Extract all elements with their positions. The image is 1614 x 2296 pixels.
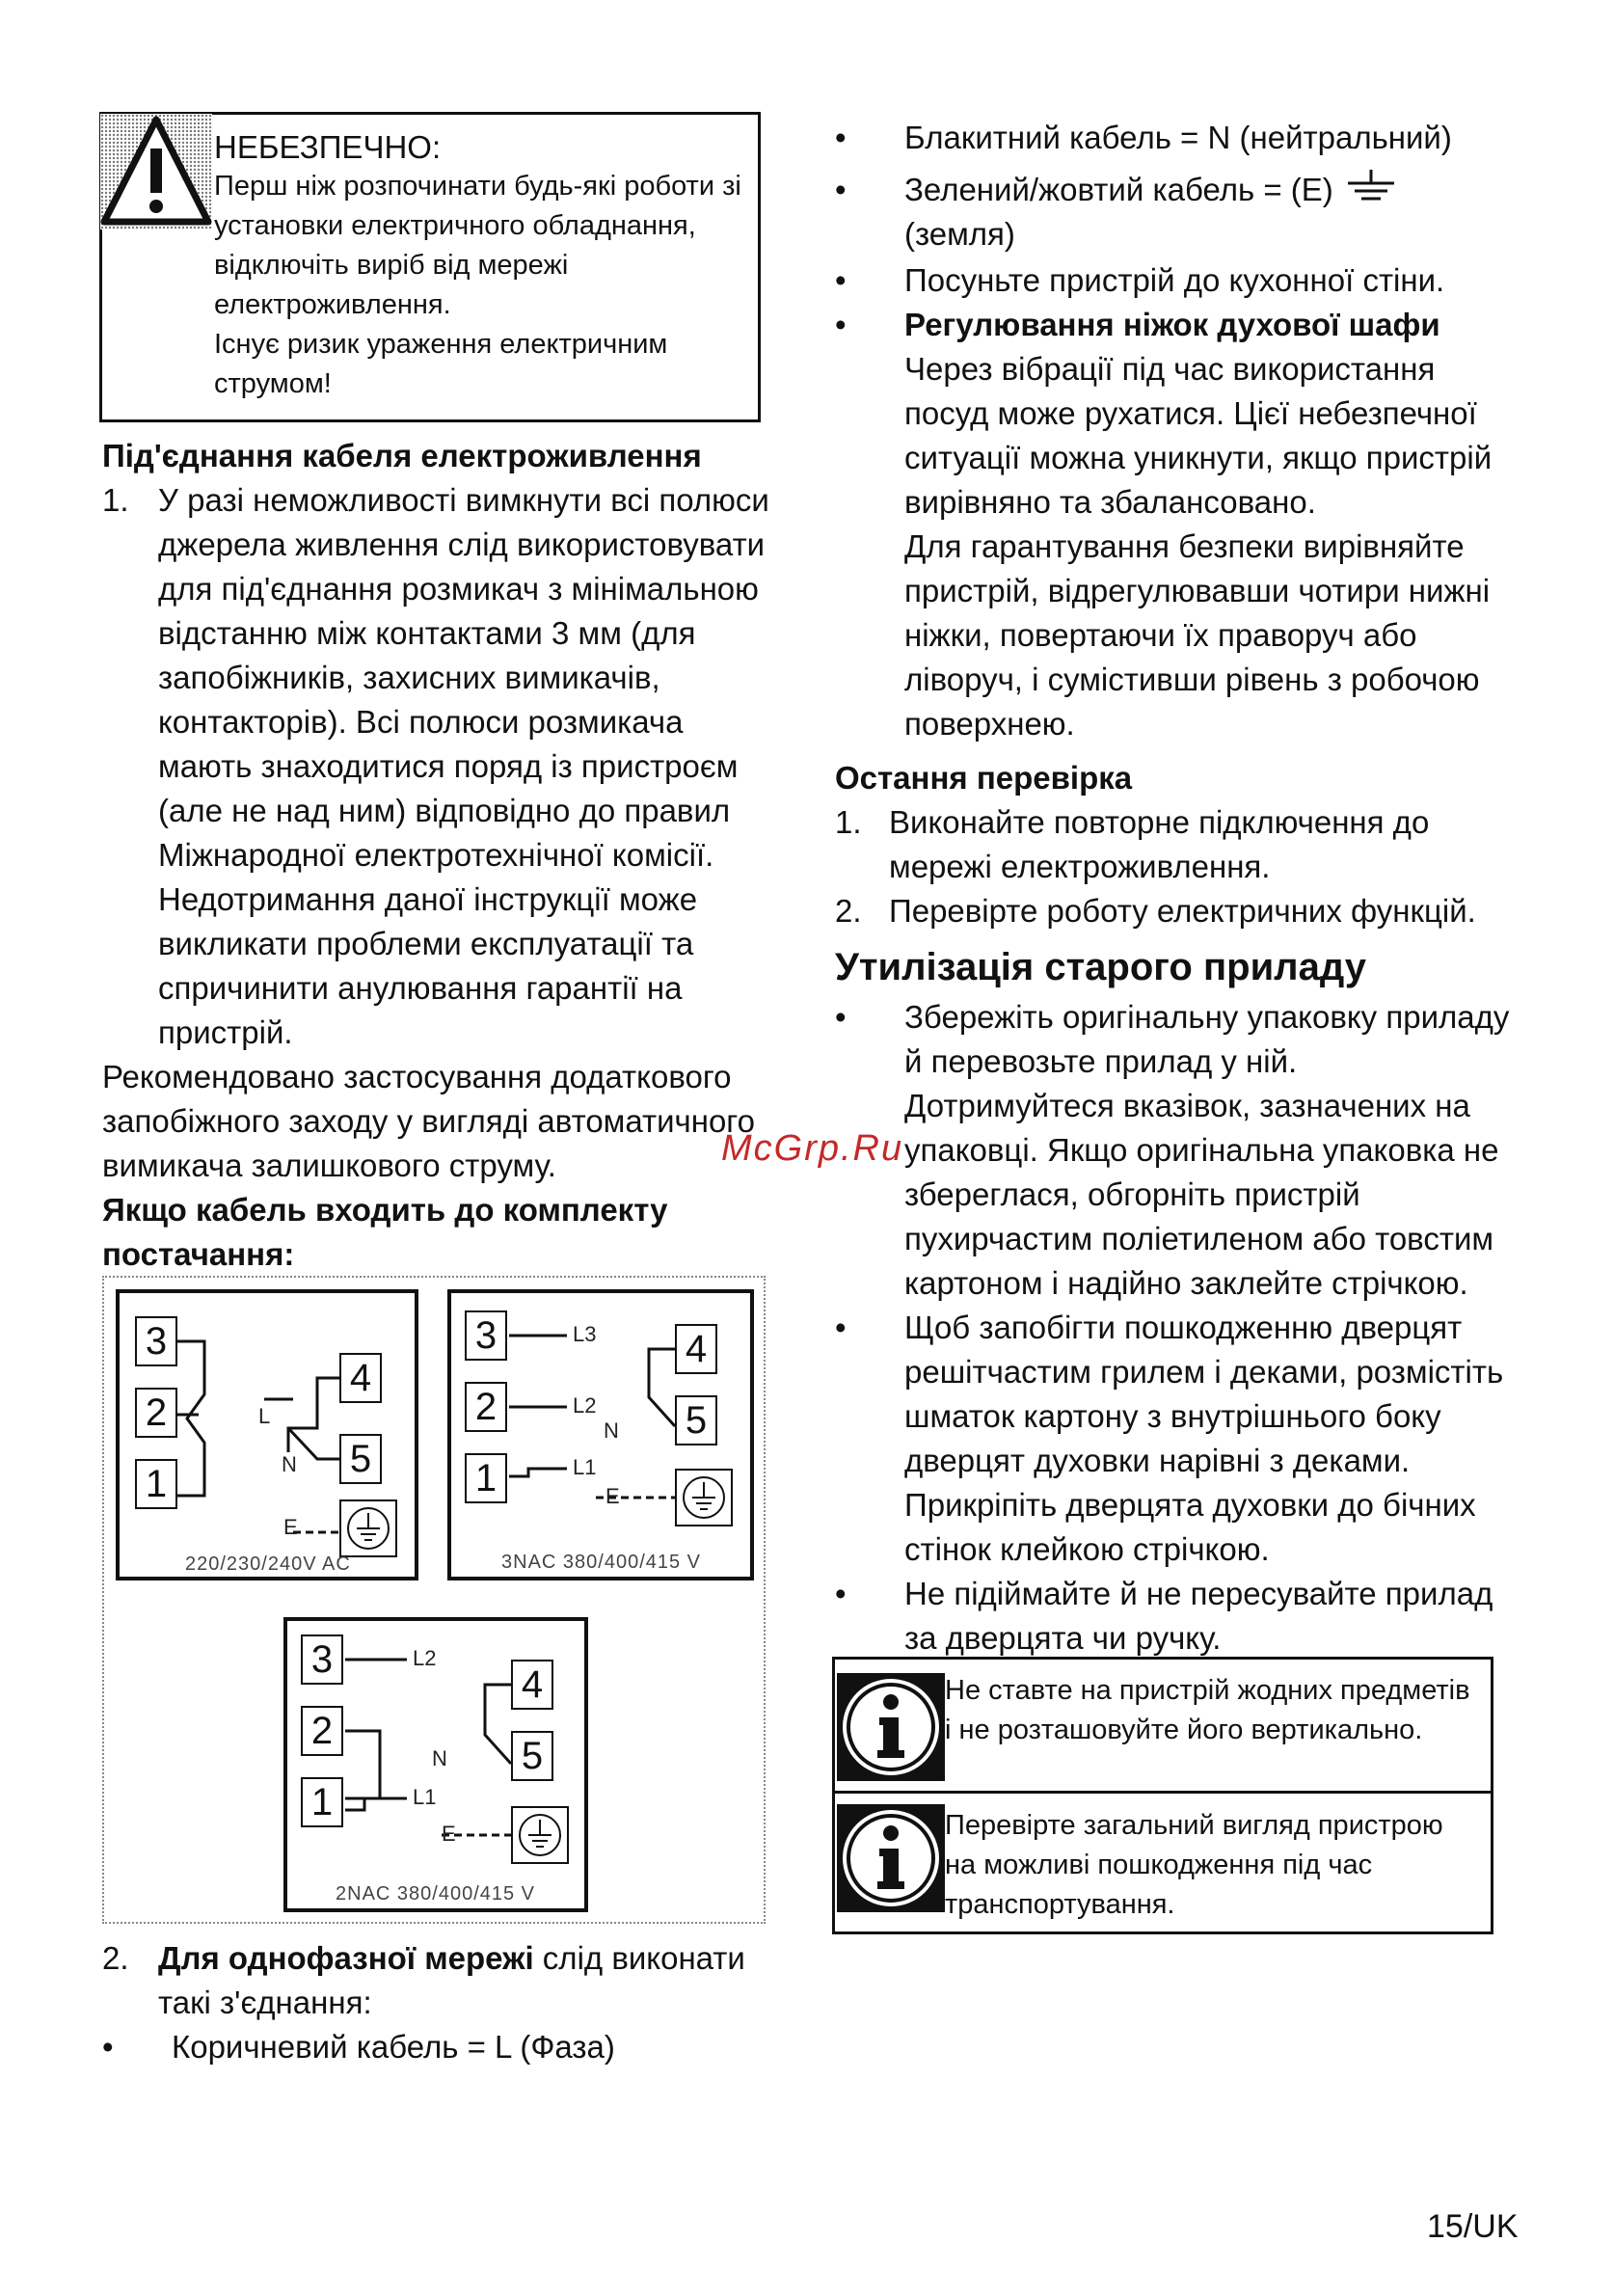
green-line2: (земля) xyxy=(904,216,1015,252)
bullet-text: Зелений/жовтий кабель = (E) xyxy=(904,172,1333,207)
feet-line: ніжки, повертаючи їх праворуч або xyxy=(904,617,1417,653)
item1-line: Міжнародної електротехнічної комісії. xyxy=(158,837,714,873)
item1-line: спричинити анулювання гарантії на xyxy=(158,970,683,1006)
warning-title: НЕБЕЗПЕЧНО: xyxy=(214,129,442,165)
info-note-1 xyxy=(945,1671,1470,1750)
item1-line: викликати проблеми експлуатації та xyxy=(158,926,694,961)
diagram-caption: 220/230/240V AC xyxy=(185,1553,351,1575)
warning-line: Існує ризик ураження електричним xyxy=(214,329,668,360)
check2-text: Перевірте роботу електричних функцій. xyxy=(889,893,1476,929)
note2-line: Перевірте загальний вигляд пристрою xyxy=(945,1810,1443,1841)
earth-terminal-icon xyxy=(511,1806,569,1864)
wiring-diagram-two-phase xyxy=(283,1617,588,1912)
wiring-diagram-three-phase xyxy=(447,1289,754,1580)
item2-line1 xyxy=(158,1936,794,1981)
check1-line: мережі електроживлення. xyxy=(889,849,1271,884)
heading-power-cable: Під'єднання кабеля електроживлення xyxy=(102,438,702,473)
bullet: • xyxy=(835,1310,847,1345)
warning-line: установки електричного обладнання, xyxy=(214,210,696,241)
item-number: 2. xyxy=(835,893,862,929)
item1-line: пристрій. xyxy=(158,1014,293,1050)
terminal-4: 4 xyxy=(675,1324,717,1374)
numbered-item-2 xyxy=(102,1936,777,2025)
label-E: E xyxy=(283,1515,298,1539)
disp2-line: шматок картону з внутрішнього боку xyxy=(904,1398,1441,1434)
feet-line: ліворуч, і сумістивши рівень з робочою xyxy=(904,662,1480,697)
disp1-line: Збережіть оригінальну упаковку приладу xyxy=(904,999,1510,1035)
label-L1: L1 xyxy=(573,1455,597,1479)
watermark: McGrp.Ru xyxy=(721,1128,904,1169)
heading-disposal: Утилізація старого приладу xyxy=(835,946,1366,988)
terminal-2: 2 xyxy=(135,1388,177,1438)
info-divider xyxy=(835,1791,1491,1794)
item1-line: мають знаходитися поряд із пристроєм xyxy=(158,748,739,784)
disp1-line: картоном і надійно заклейте стрічкою. xyxy=(904,1265,1468,1301)
label-L: L xyxy=(258,1404,271,1428)
terminal-4: 4 xyxy=(511,1660,553,1710)
danger-warning-text xyxy=(214,127,764,404)
label-L2: L2 xyxy=(413,1646,437,1670)
feet-line: пристрій, відрегулювавши чотири нижні xyxy=(904,573,1491,608)
note1-line: Не ставте на пристрій жодних предметів xyxy=(945,1675,1470,1706)
item1-line: джерела живлення слід використовувати xyxy=(158,527,766,562)
bullet: • xyxy=(835,1576,847,1611)
feet-line: поверхнею. xyxy=(904,706,1075,742)
green-line1 xyxy=(904,168,1502,212)
disp1-line: збереглася, обгорніть пристрій xyxy=(904,1176,1360,1212)
bullet: • xyxy=(835,262,847,298)
info-notes-box xyxy=(832,1657,1493,1934)
terminal-5: 5 xyxy=(511,1731,553,1781)
para-line: запобіжного заходу у вигляді автоматичного xyxy=(102,1103,755,1139)
note2-line: транспортування. xyxy=(945,1889,1175,1920)
earth-terminal-icon xyxy=(339,1499,397,1557)
item1-line: Недотримання даної інструкції може xyxy=(158,881,698,917)
item1-line: відстанню між контактами 3 мм (для xyxy=(158,615,696,651)
para-line: вимикача залишкового струму. xyxy=(102,1148,556,1183)
item-number: 2. xyxy=(102,1940,129,1976)
terminal-5: 5 xyxy=(339,1434,382,1484)
heading-cable-supplied xyxy=(102,1188,777,1277)
item1-line: контакторів). Всі полюси розмикача xyxy=(158,704,684,740)
label-N: N xyxy=(432,1746,447,1770)
disp1-line: упаковці. Якщо оригінальна упаковка не xyxy=(904,1132,1499,1168)
label-E: E xyxy=(442,1822,456,1846)
bullet-do-not-lift-by-door xyxy=(835,1572,1510,1661)
terminal-5: 5 xyxy=(675,1395,717,1445)
warning-triangle-icon xyxy=(100,114,212,230)
label-N: N xyxy=(604,1418,619,1443)
feet-line: ситуації можна уникнути, якщо пристрій xyxy=(904,440,1493,475)
warning-line: електроживлення. xyxy=(214,289,451,320)
disp2-line: стінок клейкою стрічкою. xyxy=(904,1531,1270,1567)
feet-title: Регулювання ніжок духової шафи xyxy=(904,307,1440,342)
warning-line: відключіть виріб від мережі xyxy=(214,250,569,281)
feet-line: вирівняно та збалансовано. xyxy=(904,484,1316,520)
warning-line: струмом! xyxy=(214,368,332,399)
feet-line: посуд може рухатися. Цієї небезпечної xyxy=(904,395,1477,431)
rcd-recommendation xyxy=(102,1055,777,1188)
label-L3: L3 xyxy=(573,1322,597,1346)
item2-line2: такі з'єднання: xyxy=(158,1985,372,2020)
bullet-green-cable xyxy=(835,168,1510,257)
terminal-2: 2 xyxy=(465,1382,507,1432)
bullet-adjust-feet xyxy=(835,303,1510,750)
bullet-keep-packaging xyxy=(835,995,1510,1306)
item1-line: запобіжників, захисних вимикачів, xyxy=(158,660,660,695)
disp1-line: Дотримуйтеся вказівок, зазначених на xyxy=(904,1088,1470,1123)
bullet: • xyxy=(835,120,847,155)
terminal-3: 3 xyxy=(465,1310,507,1361)
earth-symbol-icon xyxy=(1342,168,1400,206)
disp2-line: решітчастим грилем і деками, розмістіть xyxy=(904,1354,1504,1390)
feet-line: Для гарантування безпеки вирівняйте xyxy=(904,528,1465,564)
terminal-3: 3 xyxy=(135,1316,177,1366)
terminal-1: 1 xyxy=(301,1777,343,1827)
terminal-1: 1 xyxy=(135,1459,177,1509)
label-L2: L2 xyxy=(573,1393,597,1418)
check1-line: Виконайте повторне підключення до xyxy=(889,804,1430,840)
note2-line: на можливі пошкодження під час xyxy=(945,1850,1373,1880)
bullet-blue-cable xyxy=(835,116,1510,160)
bullet-text: Посуньте пристрій до кухонної стіни. xyxy=(904,262,1445,298)
bullet-text: Коричневий кабель = L (Фаза) xyxy=(172,2029,615,2065)
disp2-line: Щоб запобігти пошкодженню дверцят xyxy=(904,1310,1463,1345)
bullet-protect-door xyxy=(835,1306,1510,1572)
feet-line: Через вібрації під час використання xyxy=(904,351,1436,387)
item-number: 1. xyxy=(102,482,129,518)
label-E: E xyxy=(605,1484,620,1508)
item1-line: (але не над ним) відповідно до правил xyxy=(158,793,731,828)
heading-line: Якщо кабель входить до комплекту xyxy=(102,1192,668,1228)
label-N: N xyxy=(282,1452,297,1476)
earth-terminal-icon xyxy=(675,1469,733,1526)
disp1-line: пухирчастим поліетиленом або товстим xyxy=(904,1221,1494,1256)
item-number: 1. xyxy=(835,804,862,840)
warning-line: Перш ніж розпочинати будь-які роботи зі xyxy=(214,171,741,202)
numbered-item-1 xyxy=(102,478,777,1057)
disp3-line: Не підіймайте й не пересувайте прилад xyxy=(904,1576,1493,1611)
wiring-diagram-single-phase xyxy=(116,1289,418,1580)
heading-final-check: Остання перевірка xyxy=(835,760,1133,796)
note1-line: і не розташовуйте його вертикально. xyxy=(945,1715,1423,1745)
page-number: 15/UK xyxy=(1427,2208,1519,2245)
terminal-2: 2 xyxy=(301,1706,343,1756)
bullet-brown-cable xyxy=(102,2025,777,2069)
check-item-2 xyxy=(835,889,1510,933)
terminal-1: 1 xyxy=(465,1453,507,1503)
bullet-push-to-wall xyxy=(835,258,1510,303)
heading-line: постачання: xyxy=(102,1236,295,1272)
terminal-3: 3 xyxy=(301,1634,343,1685)
bullet: • xyxy=(835,172,847,207)
label-L1: L1 xyxy=(413,1785,437,1809)
check-item-1 xyxy=(835,800,1510,889)
disp3-line: за дверцята чи ручку. xyxy=(904,1620,1222,1656)
disp1-line: й перевозьте прилад у ній. xyxy=(904,1043,1298,1079)
item2-bold: Для однофазної мережі xyxy=(158,1940,534,1976)
diagram-caption: 2NAC 380/400/415 V xyxy=(336,1883,536,1904)
terminal-4: 4 xyxy=(339,1353,382,1403)
diagram-caption: 3NAC 380/400/415 V xyxy=(501,1552,702,1573)
bullet: • xyxy=(835,307,847,342)
para-line: Рекомендовано застосування додаткового xyxy=(102,1059,732,1094)
item1-line: У разі неможливості вимкнути всі полюси xyxy=(158,482,769,518)
bullet: • xyxy=(102,2029,114,2065)
item1-line: для під'єднання розмикач з мінімальною xyxy=(158,571,759,607)
wiring-diagrams xyxy=(102,1276,766,1924)
disp2-line: Прикріпіть дверцята духовки до бічних xyxy=(904,1487,1476,1523)
bullet-text: Блакитний кабель = N (нейтральний) xyxy=(904,120,1452,155)
info-icon xyxy=(837,1804,945,1912)
disp2-line: дверцят духовки нарівні з деками. xyxy=(904,1443,1411,1478)
bullet: • xyxy=(835,999,847,1035)
item2-rest: слід виконати xyxy=(533,1940,745,1976)
info-note-2 xyxy=(945,1806,1443,1925)
info-icon xyxy=(837,1673,945,1781)
